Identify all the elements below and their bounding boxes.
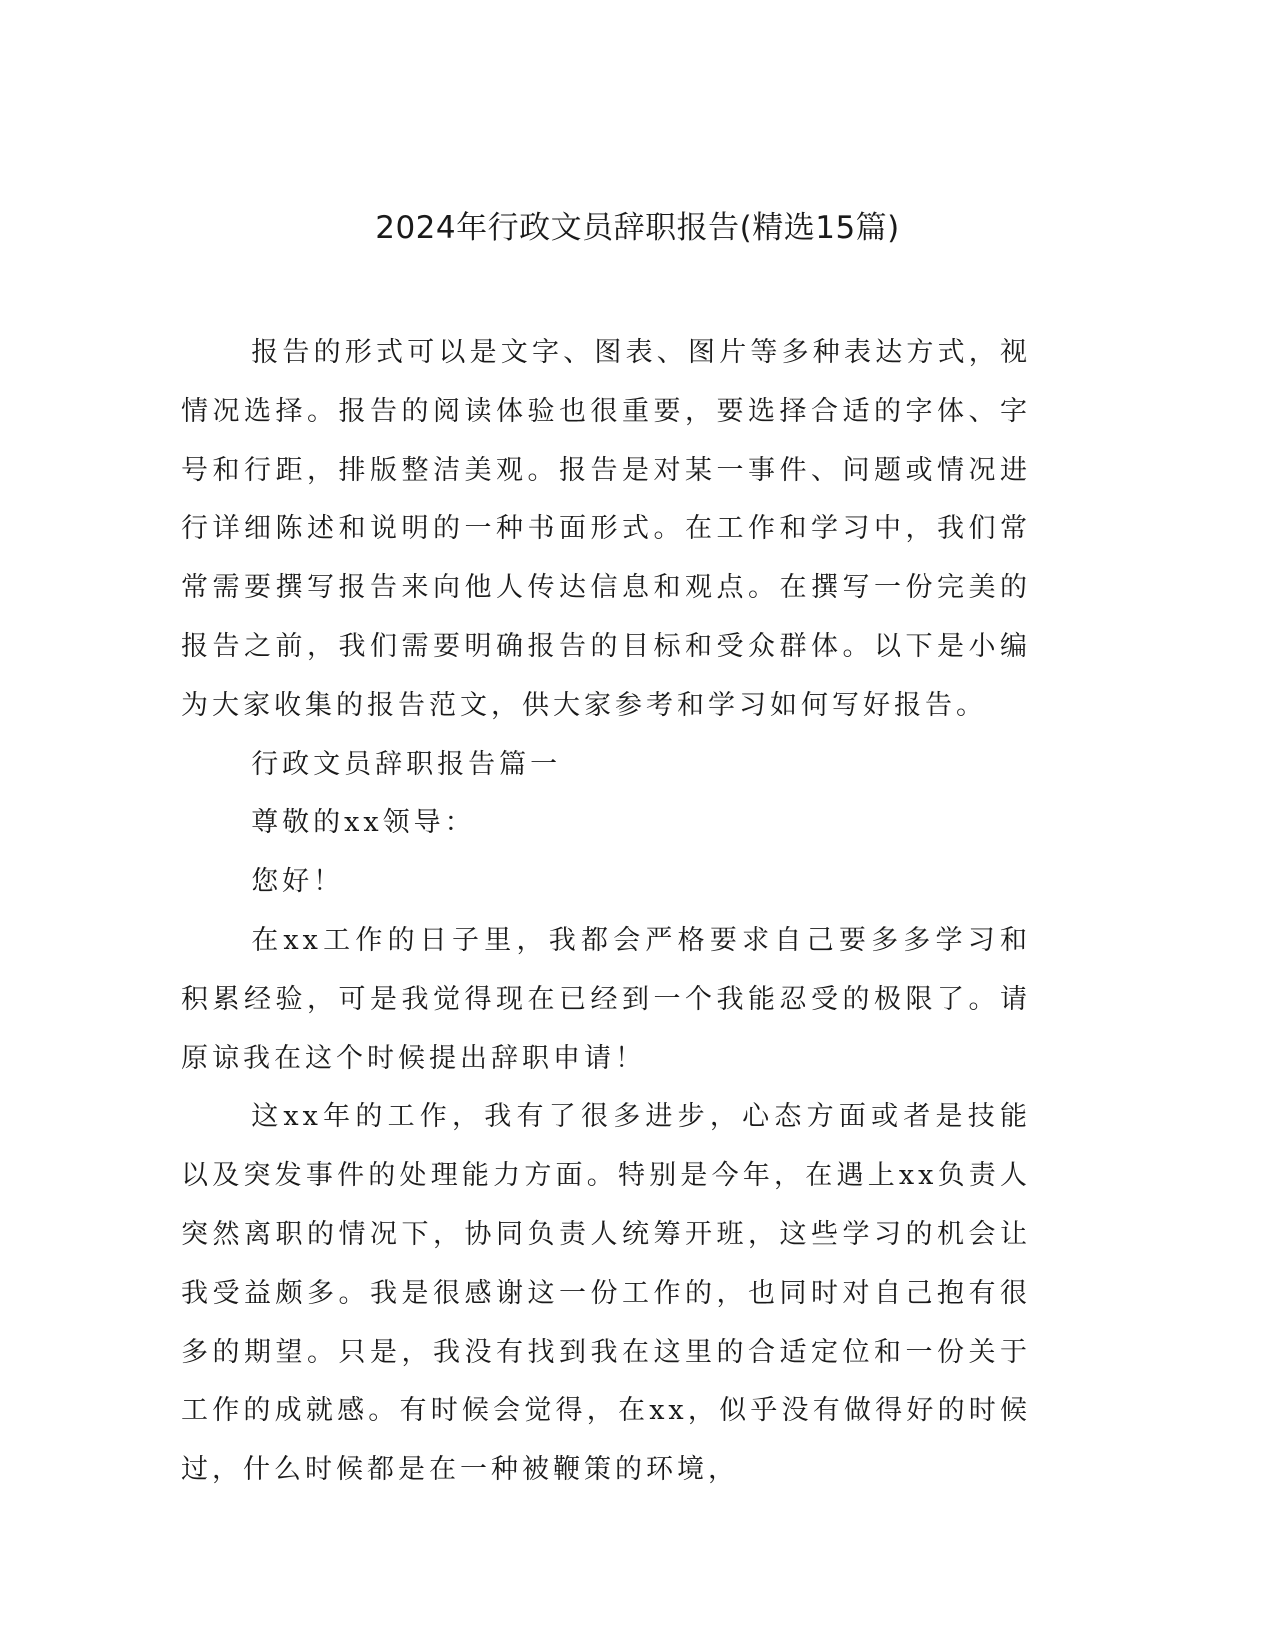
intro-paragraph: 报告的形式可以是文字、图表、图片等多种表达方式，视情况选择。报告的阅读体验也很重要，要选择合适的字体、字号和行距，排版整洁美观。报告是对某一事件、问题或情况进行详细陈述和说明的一种书面形式。在工作和学习中，我们常常需要撰写报告来向他人传达信息和观点。在撰写一份完美的报告之前，我们需要明确报告的目标和受众群体。以下是小编为大家收集的报告范文，供大家参考和学习如何写好报告。 <box>181 337 1031 721</box>
body-paragraph: 在xx工作的日子里，我都会严格要求自己要多多学习和积累经验，可是我觉得现在已经到一个我能忍受的极限了。请原谅我在这个时候提出辞职申请！ <box>181 924 1031 1074</box>
document-body <box>181 324 1031 1500</box>
body-paragraph: 这xx年的工作，我有了很多进步，心态方面或者是技能以及突发事件的处理能力方面。特别是今年，在遇上xx负责人突然离职的情况下，协同负责人统筹开班，这些学习的机会让我受益颇多。我是很感谢这一份工作的，也同时对自己抱有很多的期望。只是，我没有找到我在这里的合适定位和一份关于工作的成就感。有时候会觉得，在xx，似乎没有做得好的时候过，什么时候都是在一种被鞭策的环境， <box>181 1101 1031 1486</box>
document-title: 2024年行政文员辞职报告(精选15篇) <box>375 210 900 246</box>
section-heading: 行政文员辞职报告篇一 <box>251 748 562 780</box>
salutation: 尊敬的xx领导： <box>251 807 476 839</box>
greeting: 您好！ <box>251 866 345 898</box>
